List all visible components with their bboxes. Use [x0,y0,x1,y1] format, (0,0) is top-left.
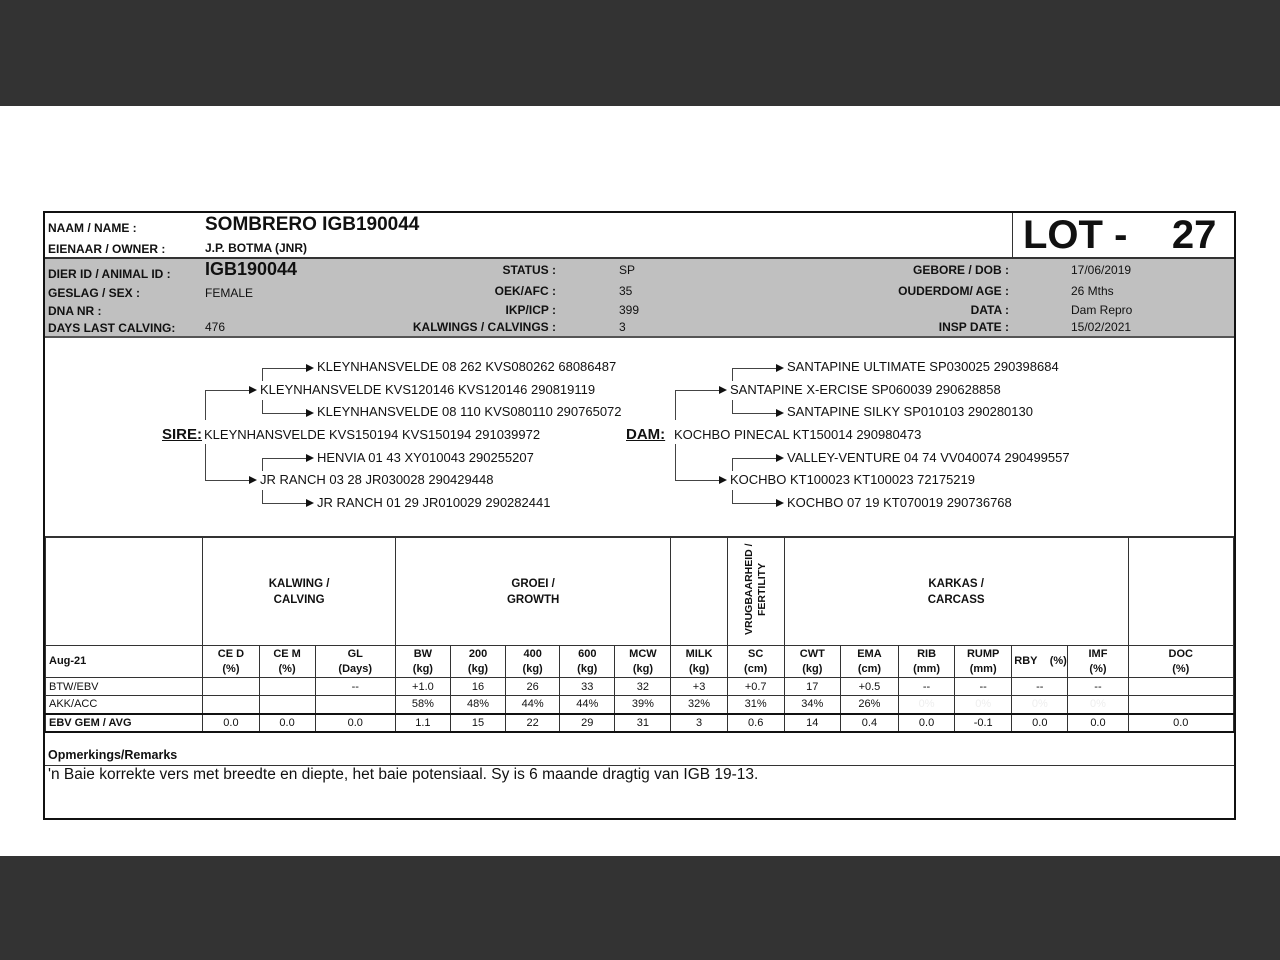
cell [203,696,259,714]
sire-sire: KLEYNHANSVELDE KVS120146 KVS120146 290819119 [260,382,596,397]
animal-id-label: DIER ID / ANIMAL ID : [48,267,171,281]
data-label: DATA : [970,303,1009,317]
connector-line [262,400,263,413]
cell: 0% [1068,696,1128,714]
sire-dam-dam: JR RANCH 01 29 JR010029 290282441 [317,495,551,510]
col-header-doc: DOC (%) [1128,646,1233,678]
connector-line [262,490,263,503]
col-header-400: 400 (kg) [506,646,560,678]
cell: 58% [395,696,450,714]
dob-label: GEBORE / DOB : [912,263,1009,277]
arrow-right-icon [719,386,727,394]
cell: 32 [615,678,671,696]
connector-line [732,458,733,471]
sex-label: GESLAG / SEX : [48,286,141,300]
dam-dam: KOCHBO KT100023 KT100023 72175219 [730,472,976,487]
cell: +3 [671,678,727,696]
icp-label: IKP/ICP : [505,303,556,317]
col-header-milk: MILK (kg) [671,646,727,678]
sire-sire-dam: KLEYNHANSVELDE 08 110 KVS080110 290765072 [317,404,622,419]
cell: 0.0 [203,714,259,732]
connector-line [675,390,676,420]
cell: 0.0 [1068,714,1128,732]
connector-line [732,368,733,381]
row-label: AKK/ACC [46,696,203,714]
remarks-label: Opmerkings/Remarks [48,748,178,762]
cell [315,696,395,714]
group-carcass: KARKAS / CARCASS [784,538,1128,646]
dam-sire-sire: SANTAPINE ULTIMATE SP030025 290398684 [787,359,1059,374]
status-label: STATUS : [502,263,556,277]
col-header-rby: RBY (%) [1012,646,1068,678]
owner-label: EIENAAR / OWNER : [48,242,166,256]
connector-line [732,458,777,459]
table-row-acc [46,696,1234,714]
cell: 0.0 [315,714,395,732]
connector-line [732,490,733,503]
insp-date-label: INSP DATE : [938,320,1009,334]
col-header-imf: IMF (%) [1068,646,1128,678]
cell: -- [1068,678,1128,696]
col-header-rib: RIB (mm) [899,646,955,678]
cell: -- [899,678,955,696]
cell: 3 [671,714,727,732]
animal-details-section [45,259,1234,338]
sire-label: SIRE: [162,426,203,443]
age-label: OUDERDOM/ AGE : [898,284,1009,298]
cell: +0.7 [727,678,784,696]
cell: 14 [784,714,840,732]
arrow-right-icon [776,499,784,507]
icp-value: 399 [619,303,640,317]
calvings-label: KALWINGS / CALVINGS : [412,320,556,334]
ebv-group-header-row [46,538,1234,646]
cell: 29 [560,714,615,732]
connector-line [675,480,720,481]
days-last-calving-value: 476 [205,320,226,334]
dob-value: 17/06/2019 [1071,263,1132,277]
sex-value: FEMALE [205,286,254,300]
cell: 0.0 [259,714,315,732]
group-doc-empty [1128,538,1233,646]
col-header-sc: SC (cm) [727,646,784,678]
status-value: SP [619,263,636,277]
dam-name: KOCHBO PINECAL KT150014 290980473 [674,427,922,442]
cell: 0% [899,696,955,714]
table-row-avg [46,714,1234,732]
arrow-right-icon [719,476,727,484]
cell: 22 [506,714,560,732]
arrow-right-icon [306,454,314,462]
connector-line [205,390,206,420]
cell: 0.0 [1012,714,1068,732]
row-label: BTW/EBV [46,678,203,696]
cell [203,678,259,696]
bottom-letterbox-bar [0,856,1280,960]
cell: -0.1 [955,714,1012,732]
dam-sire-dam: SANTAPINE SILKY SP010103 290280130 [787,404,1033,419]
arrow-right-icon [306,409,314,417]
connector-line [732,400,733,413]
group-empty [46,538,203,646]
cell: 39% [615,696,671,714]
insp-date-value: 15/02/2021 [1071,320,1132,334]
cell [1128,696,1233,714]
connector-line [262,458,307,459]
cell: 15 [450,714,505,732]
cell: 0% [955,696,1012,714]
period-label: Aug-21 [46,646,203,678]
cell: 44% [560,696,615,714]
connector-line [262,368,263,381]
ebv-table [45,537,1234,733]
remarks-header [45,748,1234,766]
dam-sire: SANTAPINE X-ERCISE SP060039 290628858 [730,382,1001,397]
lot-catalogue-card [43,211,1236,820]
dam-dam-dam: KOCHBO 07 19 KT070019 290736768 [787,495,1012,510]
cell: 44% [506,696,560,714]
top-letterbox-bar [0,0,1280,106]
cell: 26 [506,678,560,696]
group-fertility: VRUGBAARHEID / FERTILITY [727,538,784,646]
name-label: NAAM / NAME : [48,221,137,235]
dna-label: DNA NR : [48,304,102,318]
col-header-cwt: CWT (kg) [784,646,840,678]
lot-number: LOT - 27 [1023,213,1217,257]
col-header-mcw: MCW (kg) [615,646,671,678]
cell: +1.0 [395,678,450,696]
sire-sire-sire: KLEYNHANSVELDE 08 262 KVS080262 68086487 [317,359,617,374]
owner-name: J.P. BOTMA (JNR) [205,241,308,255]
cell: 0% [1012,696,1068,714]
connector-line [205,390,250,391]
arrow-right-icon [776,364,784,372]
cell: 0.6 [727,714,784,732]
cell: 33 [560,678,615,696]
cell: 17 [784,678,840,696]
col-header-ced: CE D (%) [203,646,259,678]
connector-line [205,480,250,481]
col-header-cem: CE M (%) [259,646,315,678]
cell: -- [1012,678,1068,696]
connector-line [732,413,777,414]
afc-value: 35 [619,284,633,298]
col-header-200: 200 (kg) [450,646,505,678]
cell: 26% [840,696,898,714]
cell: 16 [450,678,505,696]
dam-dam-sire: VALLEY-VENTURE 04 74 VV040074 290499557 [787,450,1070,465]
connector-line [675,390,720,391]
cell: 0.4 [840,714,898,732]
col-header-rump: RUMP (mm) [955,646,1012,678]
age-value: 26 Mths [1071,284,1114,298]
arrow-right-icon [776,454,784,462]
ebv-column-header-row [46,646,1234,678]
arrow-right-icon [249,386,257,394]
connector-line [262,458,263,471]
col-header-bw: BW (kg) [395,646,450,678]
sire-dam: JR RANCH 03 28 JR030028 290429448 [260,472,494,487]
cell: 48% [450,696,505,714]
group-milk-empty [671,538,727,646]
arrow-right-icon [306,364,314,372]
col-header-gl: GL (Days) [315,646,395,678]
group-calving: KALWING / CALVING [203,538,395,646]
connector-line [262,413,307,414]
calvings-value: 3 [619,320,626,334]
animal-id-value: IGB190044 [205,259,298,279]
col-header-600: 600 (kg) [560,646,615,678]
afc-label: OEK/AFC : [494,284,556,298]
cell [259,678,315,696]
col-header-ema: EMA (cm) [840,646,898,678]
pedigree-section [45,338,1234,537]
connector-line [262,368,307,369]
connector-line [262,503,307,504]
cell: 31 [615,714,671,732]
lot-number-box [1012,213,1234,259]
connector-line [205,444,206,480]
cell: 32% [671,696,727,714]
data-value: Dam Repro [1071,303,1133,317]
connector-line [732,368,777,369]
dam-label: DAM: [626,426,666,443]
days-last-calving-label: DAYS LAST CALVING: [48,321,176,335]
cell: 0.0 [899,714,955,732]
connector-line [675,444,676,480]
cell: +0.5 [840,678,898,696]
cell: 34% [784,696,840,714]
remarks-text: 'n Baie korrekte vers met breedte en diepte, het baie potensiaal. Sy is 6 maande dragtig van IGB 19-13. [48,766,759,783]
cell: 1.1 [395,714,450,732]
cell [259,696,315,714]
cell: 0.0 [1128,714,1233,732]
arrow-right-icon [249,476,257,484]
cell: 31% [727,696,784,714]
table-row-ebv [46,678,1234,696]
header-name-section [45,213,1234,259]
cell: -- [315,678,395,696]
arrow-right-icon [306,499,314,507]
row-label: EBV GEM / AVG [46,714,203,732]
group-growth: GROEI / GROWTH [395,538,671,646]
arrow-right-icon [776,409,784,417]
sire-dam-sire: HENVIA 01 43 XY010043 290255207 [317,450,534,465]
animal-name: SOMBRERO IGB190044 [205,214,420,235]
cell: -- [955,678,1012,696]
sire-name: KLEYNHANSVELDE KVS150194 KVS150194 291039972 [204,427,541,442]
cell [1128,678,1233,696]
connector-line [732,503,777,504]
